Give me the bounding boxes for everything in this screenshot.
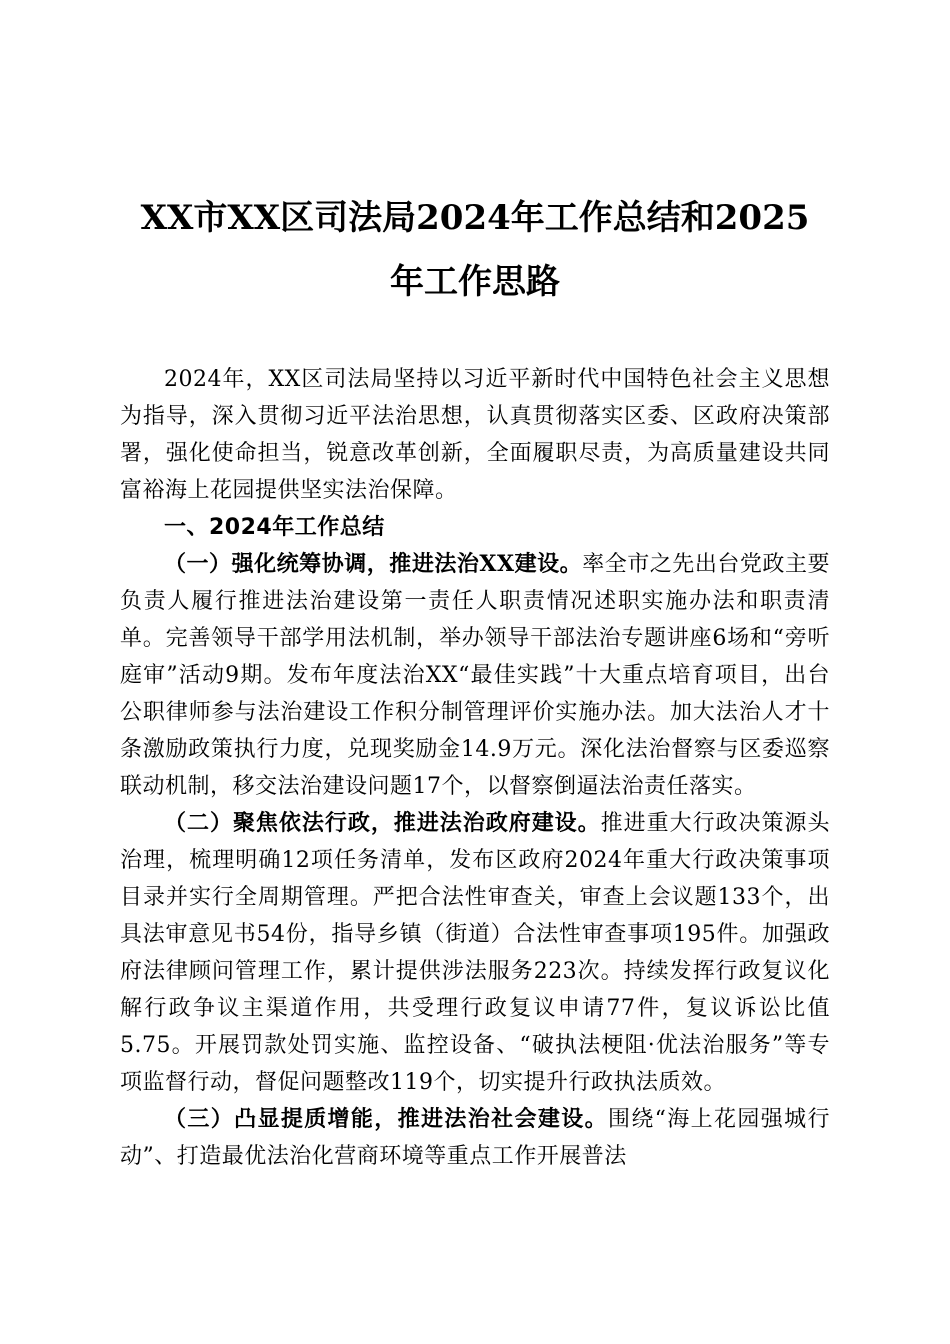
- intro-paragraph: 2024年，XX区司法局坚持以习近平新时代中国特色社会主义思想为指导，深入贯彻习近平法治思想，认真贯彻落实区委、区政府决策部署，强化使命担当，锐意改革创新，全面履职尽责，为高质量建设共同富裕海上花园提供坚实法治保障。: [120, 367, 830, 503]
- document-title-line-2: 年工作思路: [390, 262, 560, 302]
- subsection-1-paragraph: [120, 546, 830, 805]
- subsection-1-heading: （一）强化统筹协调，推进法治XX建设。: [164, 551, 583, 577]
- subsection-2-paragraph: [120, 805, 830, 1101]
- subsection-3-text: 围绕“海上花园强城行动”、打造最优法治化营商环境等重点工作开展普法: [120, 1107, 830, 1169]
- subsection-2-text: 推进重大行政决策源头治理，梳理明确12项任务清单，发布区政府2024年重大行政决策事项目录并实行全周期管理。严把合法性审查关，审查上会议题133个，出具法审意见书54份，指导乡镇（街道）合法性审查事项195件。加强政府法律顾问管理工作，累计提供涉法服务223次。持续发挥行政复议化解行政争议主渠道作用，共受理行政复议申请77件，复议诉讼比值5.75。开展罚款处罚实施、监控设备、“破执法梗阻·优法治服务”等专项监督行动，督促问题整改119个，切实提升行政执法质效。: [120, 811, 830, 1095]
- subsection-1-text: 率全市之先出台党政主要负责人履行推进法治建设第一责任人职责情况述职实施办法和职责清单。完善领导干部学用法机制，举办领导干部法治专题讲座6场和“旁听庭审”活动9期。发布年度法治XX“最佳实践”十大重点培育项目，出台公职律师参与法治建设工作积分制管理评价实施办法。加大法治人才十条激励政策执行力度，兑现奖励金14.9万元。深化法治督察与区委巡察联动机制，移交法治建设问题17个，以督察倒逼法治责任落实。: [120, 552, 830, 799]
- section-heading-1: 一、2024年工作总结: [164, 515, 385, 540]
- subsection-2-heading: （二）聚焦依法行政，推进法治政府建设。: [164, 810, 601, 836]
- subsection-3-heading: （三）凸显提质增能，推进法治社会建设。: [164, 1106, 608, 1132]
- document-title-line-1: XX市XX区司法局2024年工作总结和2025: [140, 198, 810, 238]
- subsection-3-paragraph: [120, 1101, 830, 1175]
- document-body: [120, 361, 830, 1175]
